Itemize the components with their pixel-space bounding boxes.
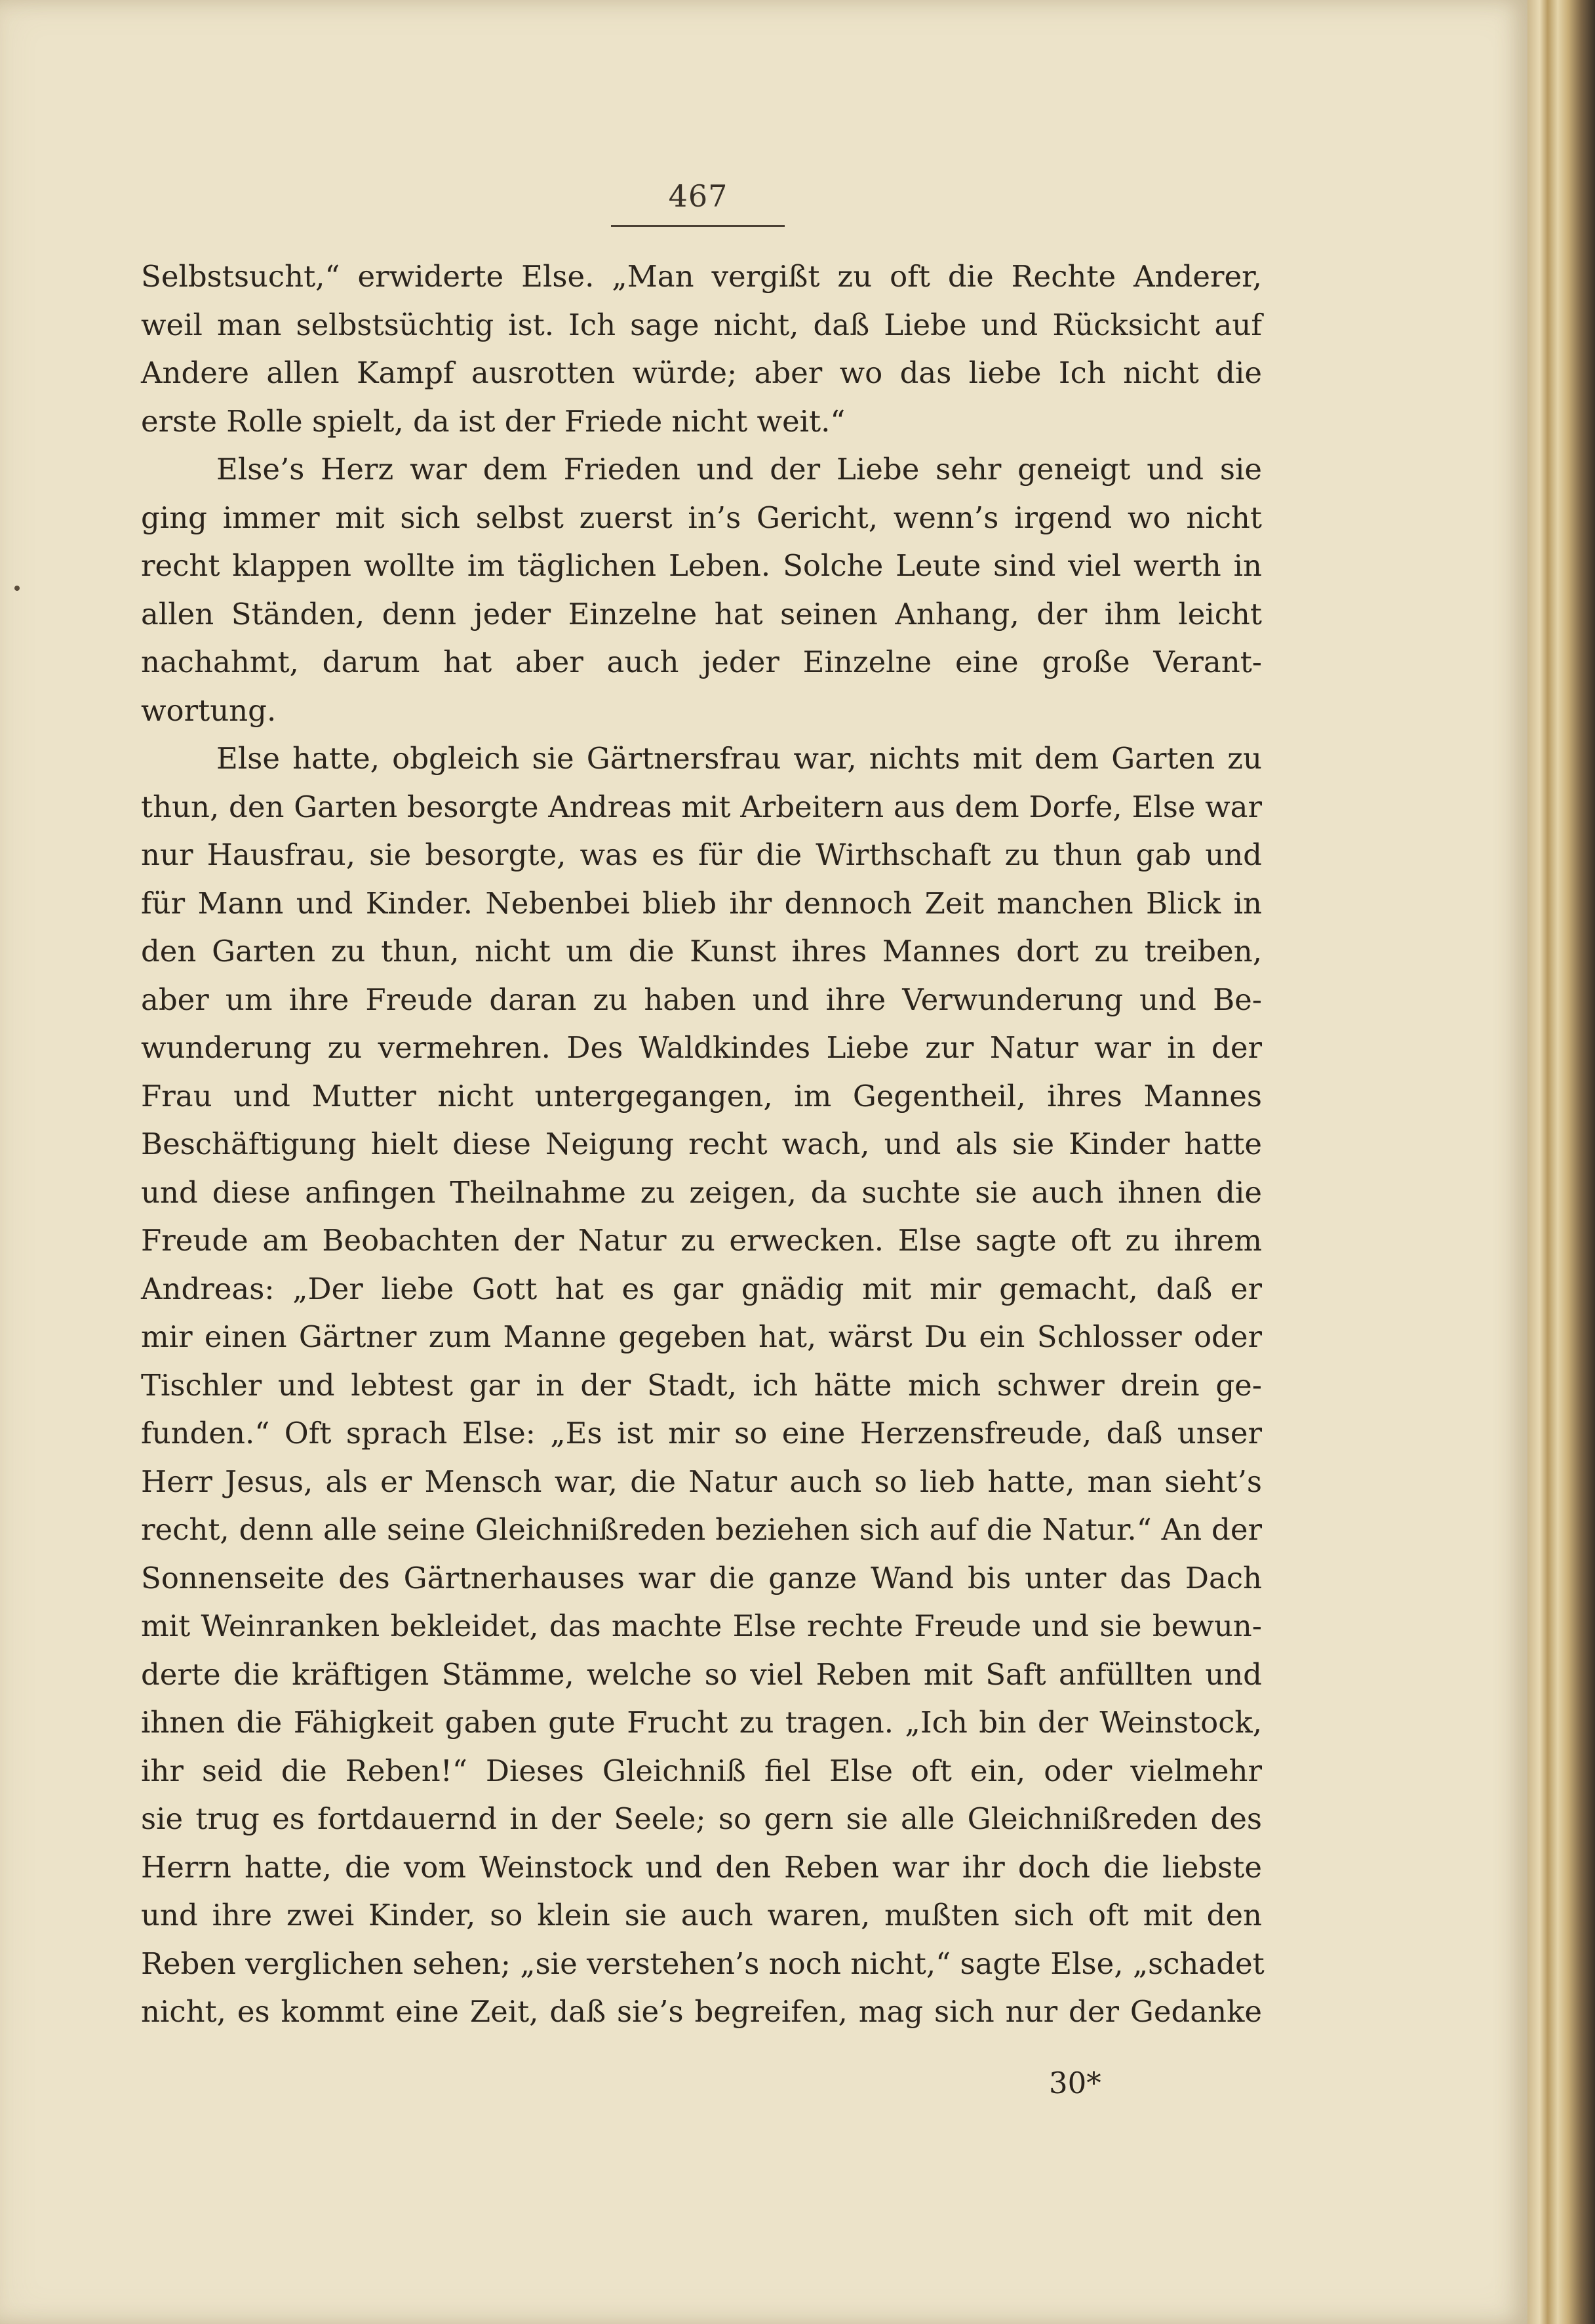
page-number-rule (611, 225, 785, 227)
text-line: nicht, es kommt eine Zeit, daß sie’s begreifen, mag sich nur der Gedanke (141, 1994, 1262, 2029)
text-line: und ihre zwei Kinder, so klein sie auch waren, mußten sich oft mit den (141, 1898, 1262, 1933)
text-line: Sonnenseite des Gärtnerhauses war die ganze Wand bis unter das Dach (141, 1560, 1262, 1595)
text-line: sie trug es fortdauernd in der Seele; so gern sie alle Gleichnißreden des (141, 1801, 1262, 1836)
text-line: ging immer mit sich selbst zuerst in’s Gericht, wenn’s irgend wo nicht (141, 500, 1262, 535)
text-line: für Mann und Kinder. Nebenbei blieb ihr dennoch Zeit manchen Blick in (141, 885, 1262, 921)
body-text (141, 252, 1265, 2036)
text-line: erste Rolle spielt, da ist der Friede nicht weit.“ (141, 403, 846, 439)
text-line: nachahmt, darum hat aber auch jeder Einzelne eine große Verant- (141, 645, 1262, 679)
margin-mark (14, 586, 20, 591)
text-line: nur Hausfrau, sie besorgte, was es für die Wirthschaft zu thun gab und (141, 837, 1262, 872)
text-line: recht klappen wollte im täglichen Leben. Solche Leute sind viel werth in (141, 548, 1262, 583)
text-line: mir einen Gärtner zum Manne gegeben hat, wärst Du ein Schlosser oder (141, 1319, 1262, 1354)
text-line: wunderung zu vermehren. Des Waldkindes Liebe zur Natur war in der (141, 1030, 1262, 1065)
page-number: 467 (668, 178, 728, 214)
text-line: den Garten zu thun, nicht um die Kunst ihres Mannes dort zu treiben, (141, 934, 1262, 969)
text-line: Andreas: „Der liebe Gott hat es gar gnädig mit mir gemacht, daß er (141, 1271, 1262, 1306)
text-line: Beschäftigung hielt diese Neigung recht wach, und als sie Kinder hatte (141, 1127, 1262, 1161)
text-line: ihr seid die Reben!“ Dieses Gleichniß fiel Else oft ein, oder vielmehr (141, 1753, 1262, 1788)
text-line: Else hatte, obgleich sie Gärtnersfrau war, nichts mit dem Garten zu (216, 741, 1262, 776)
text-line: und diese anfingen Theilnahme zu zeigen, da suchte sie auch ihnen die (141, 1174, 1262, 1210)
text-line: mit Weinranken bekleidet, das machte Else rechte Freude und sie bewun- (141, 1609, 1262, 1643)
text-line: thun, den Garten besorgte Andreas mit Arbeitern aus dem Dorfe, Else war (141, 789, 1262, 824)
text-line: Freude am Beobachten der Natur zu erwecken. Else sagte oft zu ihrem (141, 1223, 1262, 1258)
text-line: Selbstsucht,“ erwiderte Else. „Man vergißt zu oft die Rechte Anderer, (141, 259, 1262, 294)
page-edge (1527, 0, 1595, 2324)
text-line: Tischler und lebtest gar in der Stadt, ich hätte mich schwer drein ge- (141, 1367, 1262, 1403)
text-line: Herrn hatte, die vom Weinstock und den Reben war ihr doch die liebste (141, 1849, 1262, 1885)
signature-mark: 30* (1049, 2066, 1101, 2100)
text-line: aber um ihre Freude daran zu haben und ihre Verwunderung und Be- (141, 982, 1262, 1017)
text-line: Andere allen Kampf ausrotten würde; aber wo das liebe Ich nicht die (141, 355, 1262, 390)
text-line: wortung. (141, 692, 277, 728)
text-line: allen Ständen, denn jeder Einzelne hat seinen Anhang, der ihm leicht (141, 596, 1262, 631)
text-line: recht, denn alle seine Gleichnißreden beziehen sich auf die Natur.“ An der (141, 1512, 1262, 1547)
text-line: Herr Jesus, als er Mensch war, die Natur auch so lieb hatte, man sieht’s (141, 1464, 1262, 1499)
text-line: Reben verglichen sehen; „sie verstehen’s noch nicht,“ sagte Else, „schadet (141, 1946, 1265, 1981)
text-line: Frau und Mutter nicht untergegangen, im Gegentheil, ihres Mannes (141, 1078, 1262, 1113)
text-line: funden.“ Oft sprach Else: „Es ist mir so eine Herzensfreude, daß unser (141, 1416, 1262, 1451)
text-line: derte die kräftigen Stämme, welche so viel Reben mit Saft anfüllten und (141, 1656, 1262, 1692)
text-line: ihnen die Fähigkeit gaben gute Frucht zu tragen. „Ich bin der Weinstock, (141, 1705, 1262, 1740)
text-line: weil man selbstsüchtig ist. Ich sage nicht, daß Liebe und Rücksicht auf (141, 307, 1262, 342)
text-line: Else’s Herz war dem Frieden und der Liebe sehr geneigt und sie (216, 452, 1262, 487)
